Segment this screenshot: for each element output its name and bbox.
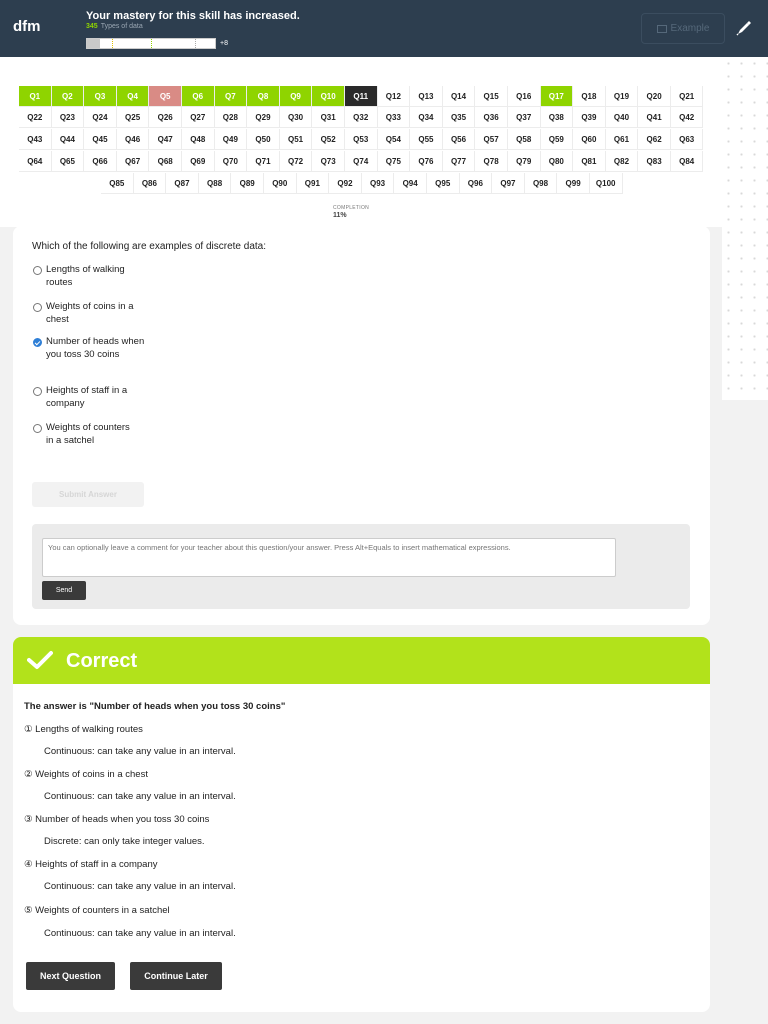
comment-input[interactable] bbox=[42, 538, 616, 577]
progress-tick bbox=[195, 39, 196, 48]
result-title: Correct bbox=[66, 650, 138, 672]
answer-option[interactable] bbox=[33, 264, 153, 289]
answer-option[interactable] bbox=[33, 422, 133, 447]
skill-number: 345 bbox=[86, 23, 98, 30]
question-q45-button[interactable]: Q45 bbox=[84, 129, 117, 150]
question-q2-button[interactable]: Q2 bbox=[52, 86, 85, 107]
question-q29-button[interactable]: Q29 bbox=[247, 107, 280, 128]
question-q40-button[interactable]: Q40 bbox=[606, 107, 639, 128]
answer-option[interactable] bbox=[33, 336, 153, 361]
question-q90-button[interactable]: Q90 bbox=[264, 173, 297, 194]
continue-later-button[interactable]: Continue Later bbox=[130, 962, 222, 990]
result-header bbox=[13, 637, 710, 684]
question-q39-button[interactable]: Q39 bbox=[573, 107, 606, 128]
question-q8-button[interactable]: Q8 bbox=[247, 86, 280, 107]
question-q91-button[interactable]: Q91 bbox=[297, 173, 330, 194]
question-q57-button[interactable]: Q57 bbox=[475, 129, 508, 150]
question-q19-button[interactable]: Q19 bbox=[606, 86, 639, 107]
question-text: Which of the following are examples of discrete data: bbox=[32, 241, 267, 252]
checkbox[interactable] bbox=[33, 266, 42, 275]
question-q36-button[interactable]: Q36 bbox=[475, 107, 508, 128]
question-q96-button[interactable]: Q96 bbox=[460, 173, 493, 194]
question-q100-button[interactable]: Q100 bbox=[590, 173, 623, 194]
question-q37-button[interactable]: Q37 bbox=[508, 107, 541, 128]
question-q32-button[interactable]: Q32 bbox=[345, 107, 378, 128]
answer-option[interactable] bbox=[33, 385, 153, 410]
question-q24-button[interactable]: Q24 bbox=[84, 107, 117, 128]
question-q98-button[interactable]: Q98 bbox=[525, 173, 558, 194]
question-q43-button[interactable]: Q43 bbox=[19, 129, 52, 150]
question-q82-button[interactable]: Q82 bbox=[606, 151, 639, 172]
completion-value: 11% bbox=[333, 212, 347, 219]
question-q11-button[interactable]: Q11 bbox=[345, 86, 378, 107]
question-q85-button[interactable]: Q85 bbox=[101, 173, 134, 194]
question-q73-button[interactable]: Q73 bbox=[312, 151, 345, 172]
explanation-item: ⑤ Weights of counters in a satchel bbox=[24, 905, 170, 916]
send-button[interactable]: Send bbox=[42, 581, 86, 600]
checkbox[interactable] bbox=[33, 424, 42, 433]
question-q76-button[interactable]: Q76 bbox=[410, 151, 443, 172]
question-q58-button[interactable]: Q58 bbox=[508, 129, 541, 150]
question-q66-button[interactable]: Q66 bbox=[84, 151, 117, 172]
explanation-item: ③ Number of heads when you toss 30 coins bbox=[24, 814, 210, 825]
question-q94-button[interactable]: Q94 bbox=[394, 173, 427, 194]
option-label: Weights of counters in a satchel bbox=[46, 422, 130, 446]
mastery-gain: +8 bbox=[220, 40, 228, 47]
question-q61-button[interactable]: Q61 bbox=[606, 129, 639, 150]
question-q59-button[interactable]: Q59 bbox=[541, 129, 574, 150]
question-q3-button[interactable]: Q3 bbox=[84, 86, 117, 107]
result-card bbox=[13, 637, 710, 1012]
question-q68-button[interactable]: Q68 bbox=[149, 151, 182, 172]
question-q93-button[interactable]: Q93 bbox=[362, 173, 395, 194]
question-q60-button[interactable]: Q60 bbox=[573, 129, 606, 150]
question-row bbox=[19, 107, 703, 128]
question-q70-button[interactable]: Q70 bbox=[215, 151, 248, 172]
question-q33-button[interactable]: Q33 bbox=[378, 107, 411, 128]
mastery-progress-fill bbox=[87, 39, 100, 48]
pen-icon[interactable] bbox=[735, 19, 753, 37]
question-q27-button[interactable]: Q27 bbox=[182, 107, 215, 128]
skill-name: Types of data bbox=[100, 23, 143, 30]
question-q47-button[interactable]: Q47 bbox=[149, 129, 182, 150]
question-q12-button[interactable]: Q12 bbox=[378, 86, 411, 107]
next-question-button[interactable]: Next Question bbox=[26, 962, 115, 990]
question-row bbox=[19, 151, 703, 172]
question-q46-button[interactable]: Q46 bbox=[117, 129, 150, 150]
question-q69-button[interactable]: Q69 bbox=[182, 151, 215, 172]
question-q97-button[interactable]: Q97 bbox=[492, 173, 525, 194]
question-q13-button[interactable]: Q13 bbox=[410, 86, 443, 107]
question-q72-button[interactable]: Q72 bbox=[280, 151, 313, 172]
question-row bbox=[19, 129, 703, 150]
question-q62-button[interactable]: Q62 bbox=[638, 129, 671, 150]
question-q71-button[interactable]: Q71 bbox=[247, 151, 280, 172]
question-q7-button[interactable]: Q7 bbox=[215, 86, 248, 107]
question-q89-button[interactable]: Q89 bbox=[231, 173, 264, 194]
question-q22-button[interactable]: Q22 bbox=[19, 107, 52, 128]
question-q49-button[interactable]: Q49 bbox=[215, 129, 248, 150]
explanation-detail: Continuous: can take any value in an interval. bbox=[44, 746, 236, 757]
question-q16-button[interactable]: Q16 bbox=[508, 86, 541, 107]
question-q48-button[interactable]: Q48 bbox=[182, 129, 215, 150]
option-label: Number of heads when you toss 30 coins bbox=[46, 336, 145, 360]
question-q79-button[interactable]: Q79 bbox=[508, 151, 541, 172]
question-q53-button[interactable]: Q53 bbox=[345, 129, 378, 150]
question-q88-button[interactable]: Q88 bbox=[199, 173, 232, 194]
question-navigator bbox=[0, 57, 722, 227]
dotted-background bbox=[722, 57, 768, 400]
film-icon bbox=[657, 25, 667, 33]
question-q65-button[interactable]: Q65 bbox=[52, 151, 85, 172]
question-q51-button[interactable]: Q51 bbox=[280, 129, 313, 150]
completion-label: COMPLETION bbox=[333, 205, 370, 211]
question-q55-button[interactable]: Q55 bbox=[410, 129, 443, 150]
question-q28-button[interactable]: Q28 bbox=[215, 107, 248, 128]
checkbox[interactable] bbox=[33, 387, 42, 396]
check-icon bbox=[27, 650, 53, 670]
question-q10-button[interactable]: Q10 bbox=[312, 86, 345, 107]
question-row bbox=[101, 173, 623, 194]
question-q81-button[interactable]: Q81 bbox=[573, 151, 606, 172]
explanation-detail: Continuous: can take any value in an interval. bbox=[44, 881, 236, 892]
question-q14-button[interactable]: Q14 bbox=[443, 86, 476, 107]
logo[interactable]: dfm bbox=[13, 18, 41, 35]
comment-panel bbox=[32, 524, 690, 609]
option-label: Lengths of walking routes bbox=[46, 264, 125, 288]
question-q15-button[interactable]: Q15 bbox=[475, 86, 508, 107]
skill-info bbox=[86, 23, 143, 30]
question-q77-button[interactable]: Q77 bbox=[443, 151, 476, 172]
question-q21-button[interactable]: Q21 bbox=[671, 86, 704, 107]
option-label: Weights of coins in a chest bbox=[46, 301, 134, 325]
question-q74-button[interactable]: Q74 bbox=[345, 151, 378, 172]
question-q1-button[interactable]: Q1 bbox=[19, 86, 52, 107]
question-q25-button[interactable]: Q25 bbox=[117, 107, 150, 128]
explanation-item: ① Lengths of walking routes bbox=[24, 724, 143, 735]
example-label: Example bbox=[670, 23, 710, 34]
question-q67-button[interactable]: Q67 bbox=[117, 151, 150, 172]
question-q99-button[interactable]: Q99 bbox=[557, 173, 590, 194]
question-q23-button[interactable]: Q23 bbox=[52, 107, 85, 128]
question-q87-button[interactable]: Q87 bbox=[166, 173, 199, 194]
question-q56-button[interactable]: Q56 bbox=[443, 129, 476, 150]
top-header bbox=[0, 0, 768, 57]
question-q50-button[interactable]: Q50 bbox=[247, 129, 280, 150]
question-q54-button[interactable]: Q54 bbox=[378, 129, 411, 150]
question-q30-button[interactable]: Q30 bbox=[280, 107, 313, 128]
question-q83-button[interactable]: Q83 bbox=[638, 151, 671, 172]
option-label: Heights of staff in a company bbox=[46, 385, 128, 409]
example-button[interactable] bbox=[641, 13, 725, 44]
mastery-title: Your mastery for this skill has increased. bbox=[86, 10, 300, 22]
question-q44-button[interactable]: Q44 bbox=[52, 129, 85, 150]
question-q31-button[interactable]: Q31 bbox=[312, 107, 345, 128]
checkbox[interactable] bbox=[33, 303, 42, 312]
question-q26-button[interactable]: Q26 bbox=[149, 107, 182, 128]
answer-option[interactable] bbox=[33, 301, 153, 326]
explanation-detail: Continuous: can take any value in an interval. bbox=[44, 928, 236, 939]
explanation-item: ④ Heights of staff in a company bbox=[24, 859, 158, 870]
question-q86-button[interactable]: Q86 bbox=[134, 173, 167, 194]
question-q95-button[interactable]: Q95 bbox=[427, 173, 460, 194]
question-q84-button[interactable]: Q84 bbox=[671, 151, 704, 172]
question-q92-button[interactable]: Q92 bbox=[329, 173, 362, 194]
question-q63-button[interactable]: Q63 bbox=[671, 129, 704, 150]
question-q34-button[interactable]: Q34 bbox=[410, 107, 443, 128]
question-q78-button[interactable]: Q78 bbox=[475, 151, 508, 172]
question-q42-button[interactable]: Q42 bbox=[671, 107, 704, 128]
progress-tick bbox=[112, 39, 113, 48]
question-q18-button[interactable]: Q18 bbox=[573, 86, 606, 107]
question-q41-button[interactable]: Q41 bbox=[638, 107, 671, 128]
explanation-detail: Discrete: can only take integer values. bbox=[44, 836, 205, 847]
question-row bbox=[19, 86, 703, 107]
question-q75-button[interactable]: Q75 bbox=[378, 151, 411, 172]
explanation-detail: Continuous: can take any value in an interval. bbox=[44, 791, 236, 802]
question-q5-button[interactable]: Q5 bbox=[149, 86, 182, 107]
checkbox-checked[interactable] bbox=[33, 338, 42, 347]
question-q6-button[interactable]: Q6 bbox=[182, 86, 215, 107]
submit-answer-button[interactable]: Submit Answer bbox=[32, 482, 144, 507]
question-q38-button[interactable]: Q38 bbox=[541, 107, 574, 128]
explanation-item: ② Weights of coins in a chest bbox=[24, 769, 148, 780]
mastery-progress-bar bbox=[86, 38, 216, 49]
question-card bbox=[13, 226, 710, 625]
progress-tick bbox=[151, 39, 152, 48]
question-q64-button[interactable]: Q64 bbox=[19, 151, 52, 172]
question-q20-button[interactable]: Q20 bbox=[638, 86, 671, 107]
answer-text: The answer is "Number of heads when you toss 30 coins" bbox=[24, 701, 286, 712]
question-q17-button[interactable]: Q17 bbox=[541, 86, 574, 107]
question-q9-button[interactable]: Q9 bbox=[280, 86, 313, 107]
question-q4-button[interactable]: Q4 bbox=[117, 86, 150, 107]
question-q80-button[interactable]: Q80 bbox=[541, 151, 574, 172]
question-q52-button[interactable]: Q52 bbox=[312, 129, 345, 150]
question-q35-button[interactable]: Q35 bbox=[443, 107, 476, 128]
